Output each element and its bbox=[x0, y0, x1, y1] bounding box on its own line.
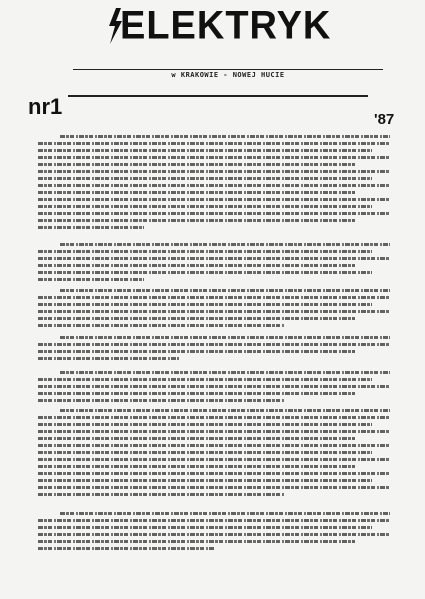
publisher-subtitle bbox=[73, 71, 383, 80]
issue-number: nr1 bbox=[28, 94, 63, 119]
subtitle-line-2: w KRAKOWIE - NOWEJ HUCIE bbox=[171, 71, 285, 79]
paragraph-3 bbox=[38, 289, 390, 331]
paragraph-2 bbox=[38, 243, 390, 285]
newsletter-title: ELEKTRYK bbox=[120, 3, 332, 49]
paragraph-5 bbox=[38, 371, 390, 406]
paragraph-4 bbox=[38, 336, 390, 364]
masthead bbox=[0, 0, 425, 128]
issue-year: '87 bbox=[374, 111, 395, 128]
paragraph-7 bbox=[38, 512, 390, 554]
paragraph-1 bbox=[38, 135, 390, 233]
masthead-rule-top bbox=[73, 69, 383, 70]
paragraph-6 bbox=[38, 409, 390, 500]
masthead-rule bbox=[68, 95, 368, 97]
